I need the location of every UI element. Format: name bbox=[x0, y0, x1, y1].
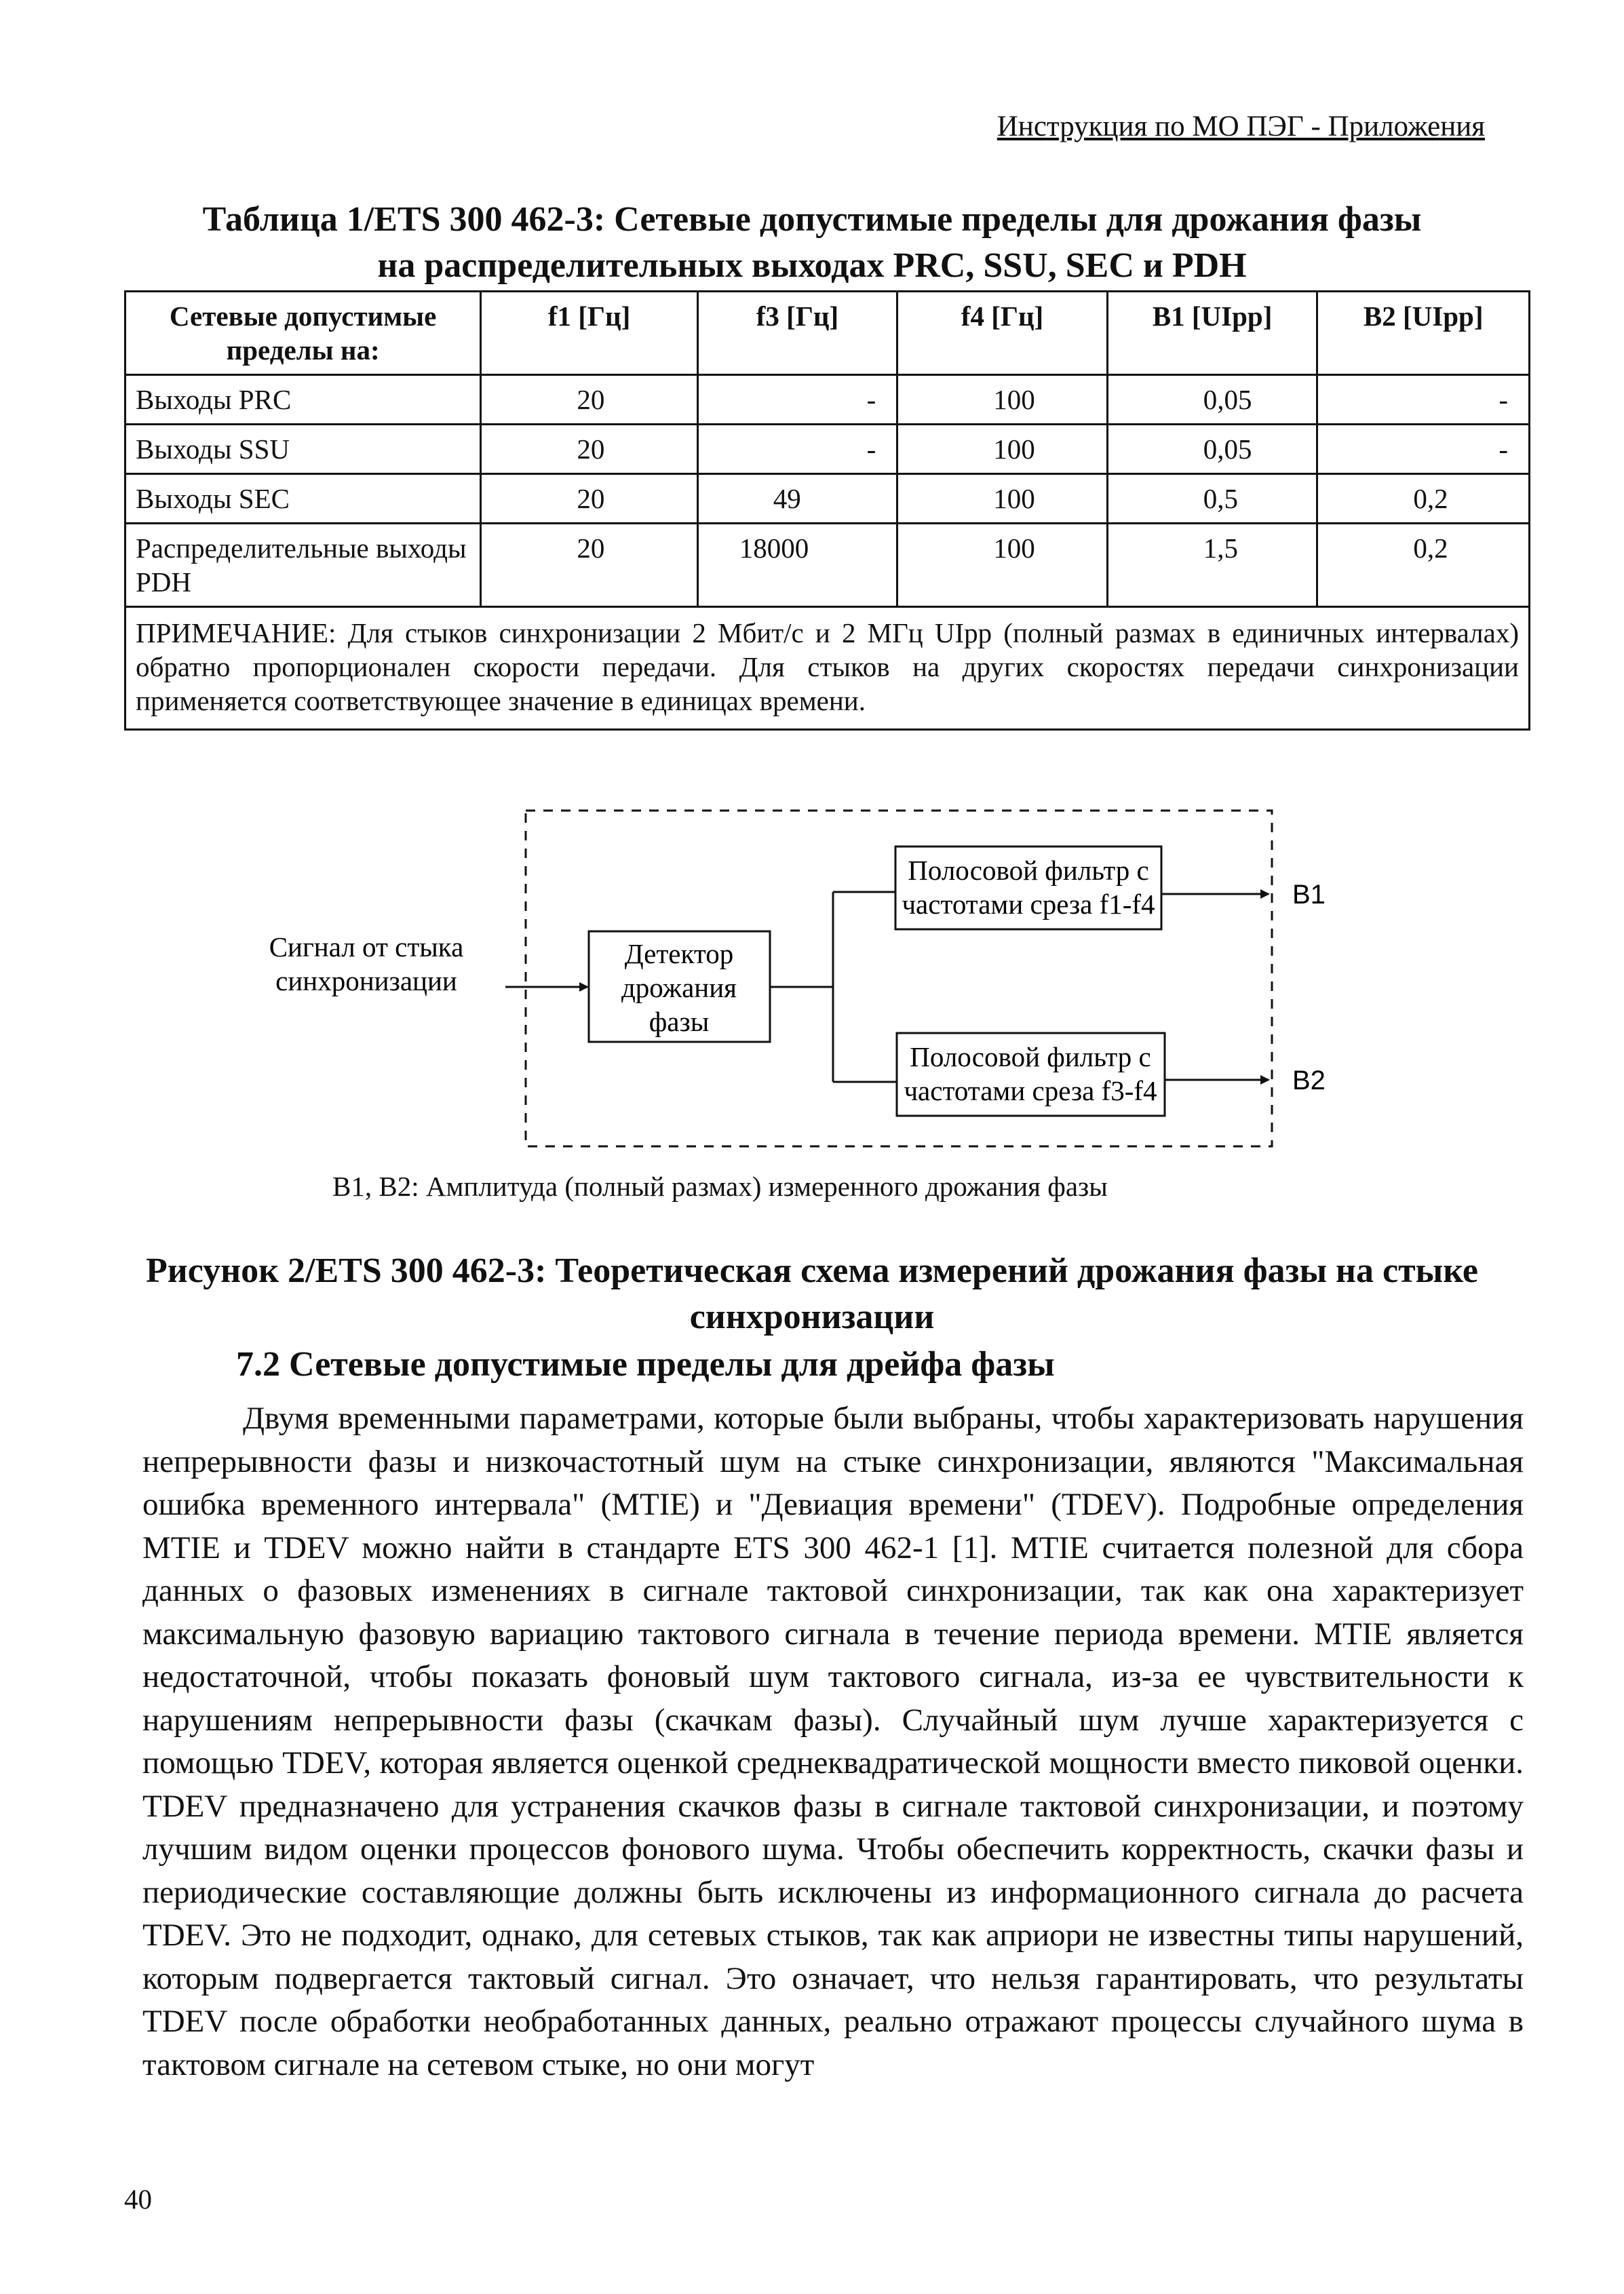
table-row bbox=[125, 375, 1530, 425]
cell-f4: 100 bbox=[897, 474, 1108, 524]
running-header: Инструкция по МО ПЭГ - Приложения bbox=[997, 111, 1485, 142]
column-header-f3: f3 [Гц] bbox=[697, 292, 897, 375]
output-2-label: B2 bbox=[1292, 1066, 1326, 1095]
cell-f4: 100 bbox=[897, 375, 1108, 425]
cell-b2: 0,2 bbox=[1317, 474, 1530, 524]
column-header-limits: Сетевые допустимые пределы на: bbox=[125, 292, 481, 375]
input-label-line-1: Сигнал от стыка bbox=[269, 931, 464, 963]
cell-f3: - bbox=[697, 375, 897, 425]
filter-2-line-1: Полосовой фильтр с bbox=[910, 1041, 1151, 1072]
cell-b1: 1,5 bbox=[1107, 524, 1317, 607]
row-label: Выходы SSU bbox=[125, 425, 481, 474]
cell-b1: 0,5 bbox=[1107, 474, 1317, 524]
cell-f4: 100 bbox=[897, 524, 1108, 607]
table-note-row bbox=[125, 607, 1530, 730]
cell-f1: 20 bbox=[481, 425, 697, 474]
cell-f3: - bbox=[697, 425, 897, 474]
cell-f1: 20 bbox=[481, 524, 697, 607]
table-note: ПРИМЕЧАНИЕ: Для стыков синхронизации 2 Мбит/с и 2 МГц UIpp (полный размах в единичных интервалах) обратно пропорционален скорости передачи. Для стыков на других скоростях передачи синхронизации применяется соответствующее значение в единицах времени. bbox=[125, 607, 1530, 730]
filter-2-line-2: частотами среза f3-f4 bbox=[904, 1075, 1157, 1106]
row-label: Выходы PRC bbox=[125, 375, 481, 425]
filter-1-line-2: частотами среза f1-f4 bbox=[902, 889, 1155, 920]
section-heading: 7.2 Сетевые допустимые пределы для дрейфа фазы bbox=[236, 1345, 1055, 1384]
table-title-line-1: Таблица 1/ETS 300 462-3: Сетевые допустимые пределы для дрожания фазы bbox=[202, 200, 1422, 239]
column-header-b2: B2 [UIpp] bbox=[1317, 292, 1530, 375]
cell-b2: 0,2 bbox=[1317, 524, 1530, 607]
cell-f3: 18000 bbox=[697, 524, 897, 607]
output-1-label: B1 bbox=[1292, 880, 1326, 910]
split-connector bbox=[770, 892, 897, 1082]
table-row bbox=[125, 425, 1530, 474]
row-label: Выходы SEC bbox=[125, 474, 481, 524]
cell-f3: 49 bbox=[697, 474, 897, 524]
table-row bbox=[125, 474, 1530, 524]
detector-line-1: Детектор bbox=[624, 938, 734, 969]
cell-b2: - bbox=[1317, 375, 1530, 425]
cell-b1: 0,05 bbox=[1107, 425, 1317, 474]
filter-1-line-1: Полосовой фильтр с bbox=[908, 855, 1149, 886]
cell-f1: 20 bbox=[481, 474, 697, 524]
table-title bbox=[0, 197, 1624, 289]
body-paragraph: Двумя временными параметрами, которые были выбраны, чтобы характеризовать нарушения непрерывности фазы и низкочастотный шум на стыке синхронизации, являются "Максимальная ошибка временного интервала" (MTIE) и "Девиация времени" (TDEV). Подробные определения MTIE и TDEV можно найти в стандарте ETS 300 462-1 [1]. MTIE считается полезной для сбора данных о фазовых изменениях в сигнале тактовой синхронизации, так как она характеризует максимальную фазовую вариацию тактового сигнала в течение периода времени. MTIE является недостаточной, чтобы показать фоновый шум тактового сигнала, из-за ее чувствительности к нарушениям непрерывности фазы (скачкам фазы). Случайный шум лучше характеризуется с помощью TDEV, которая является оценкой среднеквадратической мощности вместо пиковой оценки. TDEV предназначено для устранения скачков фазы в сигнале тактовой синхронизации, и поэтому лучшим видом оценки процессов фонового шума. Чтобы обеспечить корректность, скачки фазы и периодические составляющие должны быть исключены из информационного сигнала до расчета TDEV. Это не подходит, однако, для сетевых стыков, так как априори не известны типы нарушений, которым подвергается тактовый сигнал. Это означает, что нельзя гарантировать, что результаты TDEV после обработки необработанных данных, реально отражают процессы случайного шума в тактовом сигнале на сетевом стыке, но они могут bbox=[142, 1401, 1524, 2082]
column-header-b1: B1 [UIpp] bbox=[1107, 292, 1317, 375]
detector-line-2: дрожания bbox=[621, 972, 737, 1003]
detector-line-3: фазы bbox=[649, 1006, 710, 1037]
page-number: 40 bbox=[124, 2183, 152, 2215]
cell-b1: 0,05 bbox=[1107, 375, 1317, 425]
column-header-f1: f1 [Гц] bbox=[481, 292, 697, 375]
diagram-legend-text: B1, B2: Амплитуда (полный размах) измеренного дрожания фазы bbox=[332, 1171, 1108, 1202]
input-label-line-2: синхронизации bbox=[275, 965, 457, 996]
cell-b2: - bbox=[1317, 425, 1530, 474]
row-label: Распределительные выходы PDH bbox=[125, 524, 481, 607]
jitter-limits-table bbox=[124, 290, 1530, 731]
table-header-row bbox=[125, 292, 1530, 375]
figure-caption bbox=[0, 1248, 1624, 1340]
table-title-line-2: на распределительных выходах PRC, SSU, SEC и PDH bbox=[377, 246, 1247, 285]
column-header-f4: f4 [Гц] bbox=[897, 292, 1108, 375]
figure-caption-line-2: синхронизации bbox=[689, 1298, 935, 1336]
table-row bbox=[125, 524, 1530, 607]
cell-f4: 100 bbox=[897, 425, 1108, 474]
cell-f1: 20 bbox=[481, 375, 697, 425]
measurement-diagram bbox=[0, 800, 1624, 1167]
figure-caption-line-1: Рисунок 2/ETS 300 462-3: Теоретическая схема измерений дрожания фазы на стыке bbox=[146, 1251, 1478, 1290]
